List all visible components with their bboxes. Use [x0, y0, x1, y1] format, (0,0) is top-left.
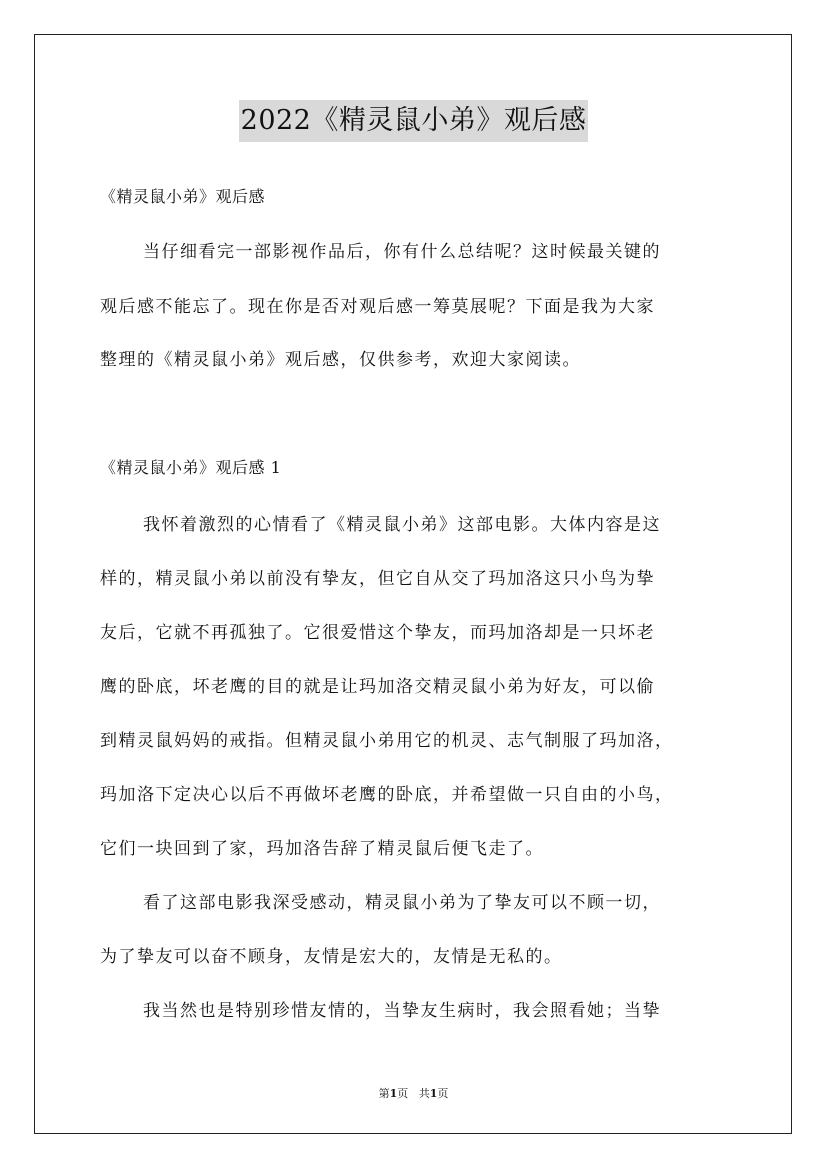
total-pages: 1	[429, 1087, 438, 1100]
total-pages-suffix: 页	[437, 1087, 449, 1100]
paragraph-line: 样的，精灵鼠小弟以前没有挚友，但它自从交了玛加洛这只小鸟为挚	[100, 569, 655, 589]
paragraph-line: 鹰的卧底，坏老鹰的目的就是让玛加洛交精灵鼠小弟为好友，可以偷	[100, 677, 655, 697]
paragraph-line: 玛加洛下定决心以后不再做坏老鹰的卧底，并希望做一只自由的小鸟，	[100, 785, 674, 805]
title-container	[0, 100, 827, 142]
paragraph-line: 看了这部电影我深受感动，精灵鼠小弟为了挚友可以不顾一切，	[143, 893, 661, 913]
paragraph-line: 友后，它就不再孤独了。它很爱惜这个挚友，而玛加洛却是一只坏老	[100, 623, 655, 643]
page-footer	[0, 1085, 827, 1101]
paragraph-line: 我怀着激烈的心情看了《精灵鼠小弟》这部电影。大体内容是这	[143, 515, 661, 535]
section-subtitle: 《精灵鼠小弟》观后感	[100, 187, 266, 206]
page-number-prefix: 第	[378, 1087, 390, 1100]
total-pages-prefix: 共	[418, 1087, 430, 1100]
paragraph-line: 到精灵鼠妈妈的戒指。但精灵鼠小弟用它的机灵、志气制服了玛加洛，	[100, 731, 674, 751]
section-subtitle: 《精灵鼠小弟》观后感 1	[100, 458, 282, 477]
paragraph-line: 我当然也是特别珍惜友情的，当挚友生病时，我会照看她；当挚	[143, 1001, 661, 1021]
paragraph-line: 当仔细看完一部影视作品后，你有什么总结呢？这时候最关键的	[143, 242, 661, 262]
paragraph-line: 整理的《精灵鼠小弟》观后感，仅供参考，欢迎大家阅读。	[100, 350, 581, 370]
paragraph-line: 它们一块回到了家，玛加洛告辞了精灵鼠后便飞走了。	[100, 839, 544, 859]
page-number-suffix: 页	[397, 1087, 409, 1100]
paragraph-line: 观后感不能忘了。现在你是否对观后感一筹莫展呢？下面是我为大家	[100, 297, 655, 317]
paragraph-line: 为了挚友可以奋不顾身，友情是宏大的，友情是无私的。	[100, 947, 563, 967]
document-title: 2022《精灵鼠小弟》观后感	[239, 100, 589, 142]
page-number: 1	[389, 1087, 398, 1100]
